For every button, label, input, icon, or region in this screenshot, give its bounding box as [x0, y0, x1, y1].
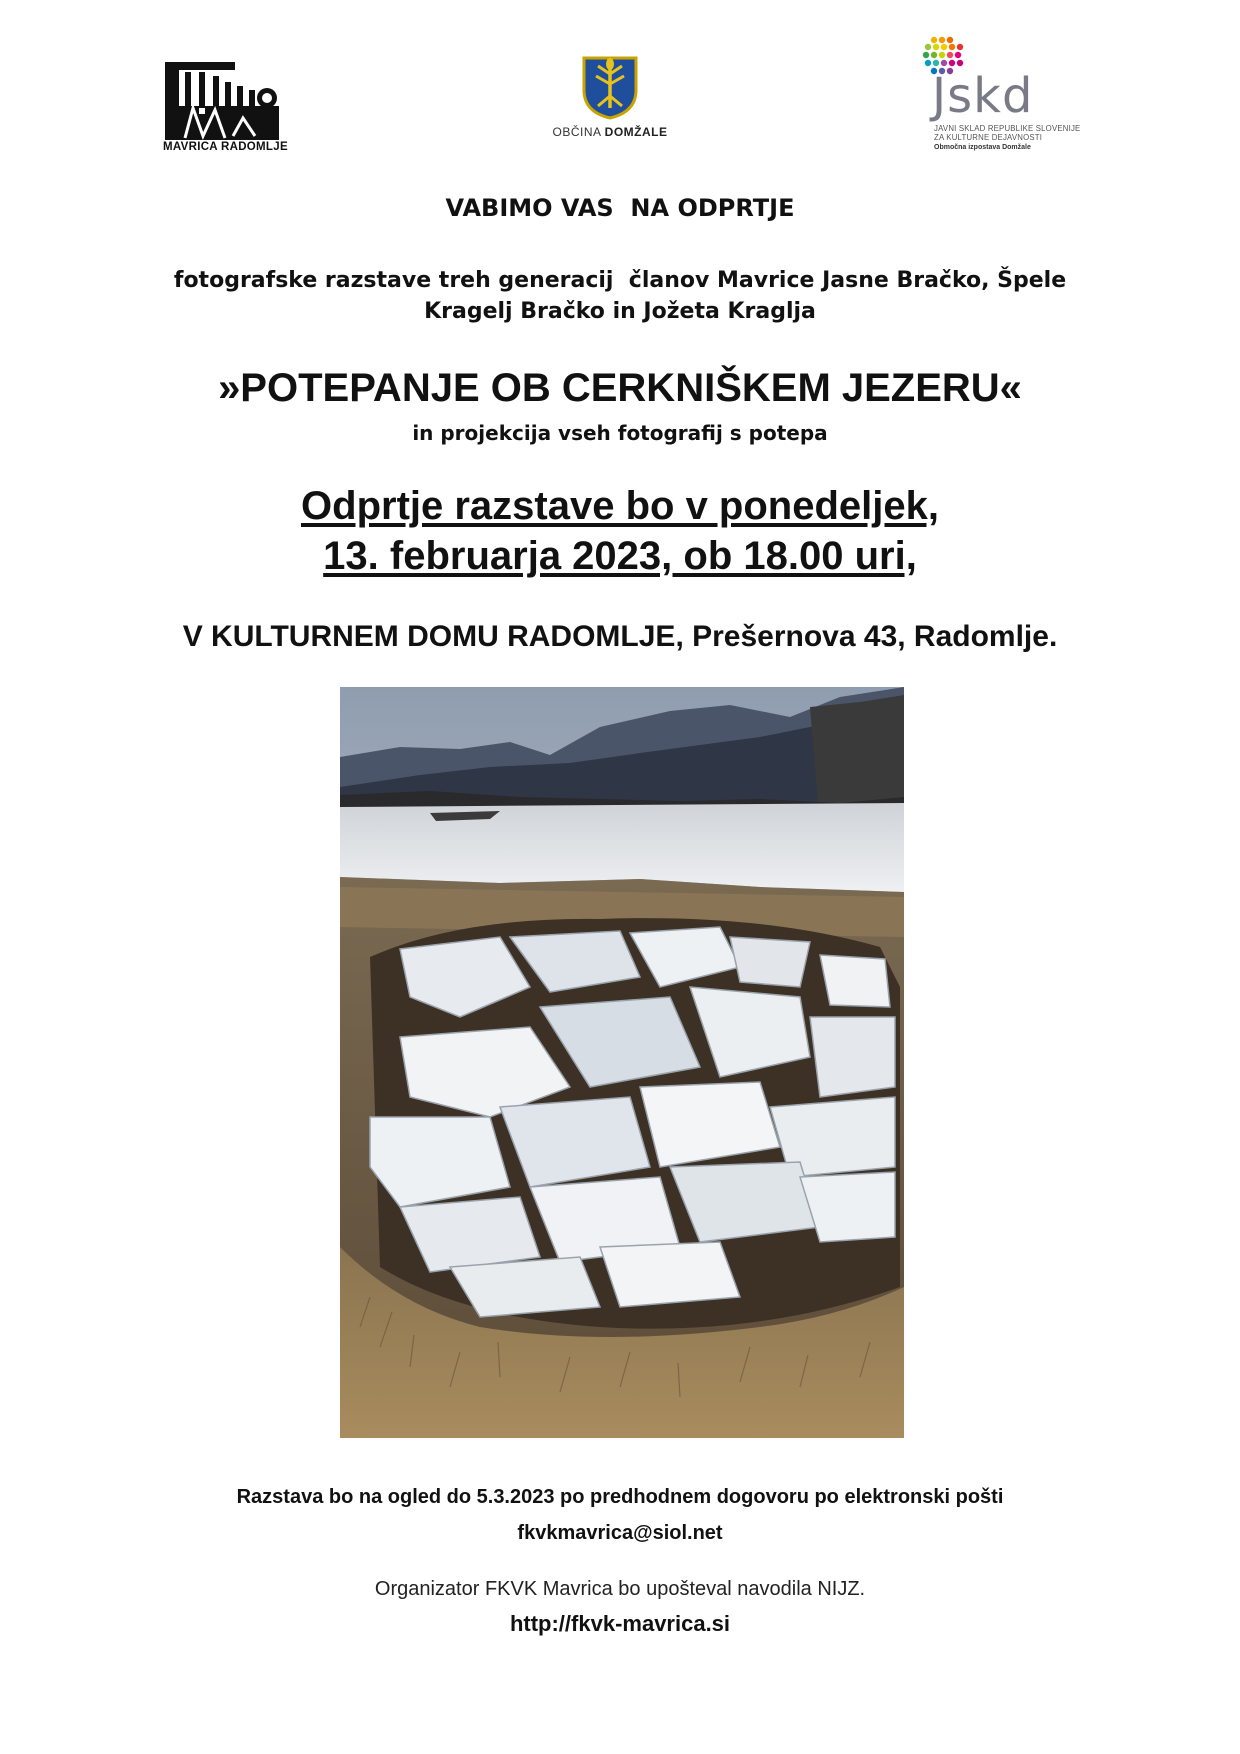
opening-date-line-2: 13. februarja 2023, ob 18.00 uri, — [323, 534, 917, 578]
exhibition-subtitle-line-1: fotografske razstave treh generacij članov Mavrice Jasne Bračko, Špele — [173, 268, 1067, 293]
domzale-caption-prefix: OBČINA — [552, 125, 605, 139]
projection-note: in projekcija vseh fotografij s potepa — [412, 421, 828, 445]
exhibition-title: »POTEPANJE OB CERKNIŠKEM JEZERU« — [218, 366, 1022, 410]
viewing-period-note: Razstava bo na ogled do 5.3.2023 po predhodnem dogovoru po elektronski pošti — [236, 1486, 1004, 1508]
domzale-caption-bold: DOMŽALE — [604, 125, 668, 139]
opening-date-line-1: Odprtje razstave bo v ponedeljek, — [301, 484, 939, 528]
mavrica-logo-caption: MAVRICA RADOMLJE — [163, 141, 288, 153]
organizer-note: Organizator FKVK Mavrica bo upošteval navodila NIJZ. — [374, 1578, 866, 1600]
jskd-branch-line: Območna izpostava Domžale — [934, 144, 1031, 151]
exhibition-subtitle-line-2: Kragelj Bračko in Jožeta Kraglja — [424, 299, 816, 324]
venue-address: V KULTURNEM DOMU RADOMLJE, Prešernova 43, Radomlje. — [182, 620, 1058, 653]
domzale-logo-caption — [520, 125, 700, 139]
website-link[interactable]: http://fkvk-mavrica.si — [509, 1611, 731, 1636]
invitation-heading: VABIMO VAS NA ODPRTJE — [445, 194, 795, 222]
contact-email[interactable]: fkvkmavrica@siol.net — [517, 1522, 723, 1544]
domzale-coat-of-arms-icon — [580, 56, 640, 120]
jskd-name-line-1: JAVNI SKLAD REPUBLIKE SLOVENIJE — [934, 124, 1081, 133]
exhibition-photo — [340, 687, 904, 1438]
jskd-wordmark: Jskd — [932, 68, 1034, 124]
jskd-name-line-2: ZA KULTURNE DEJAVNOSTI — [934, 133, 1043, 142]
